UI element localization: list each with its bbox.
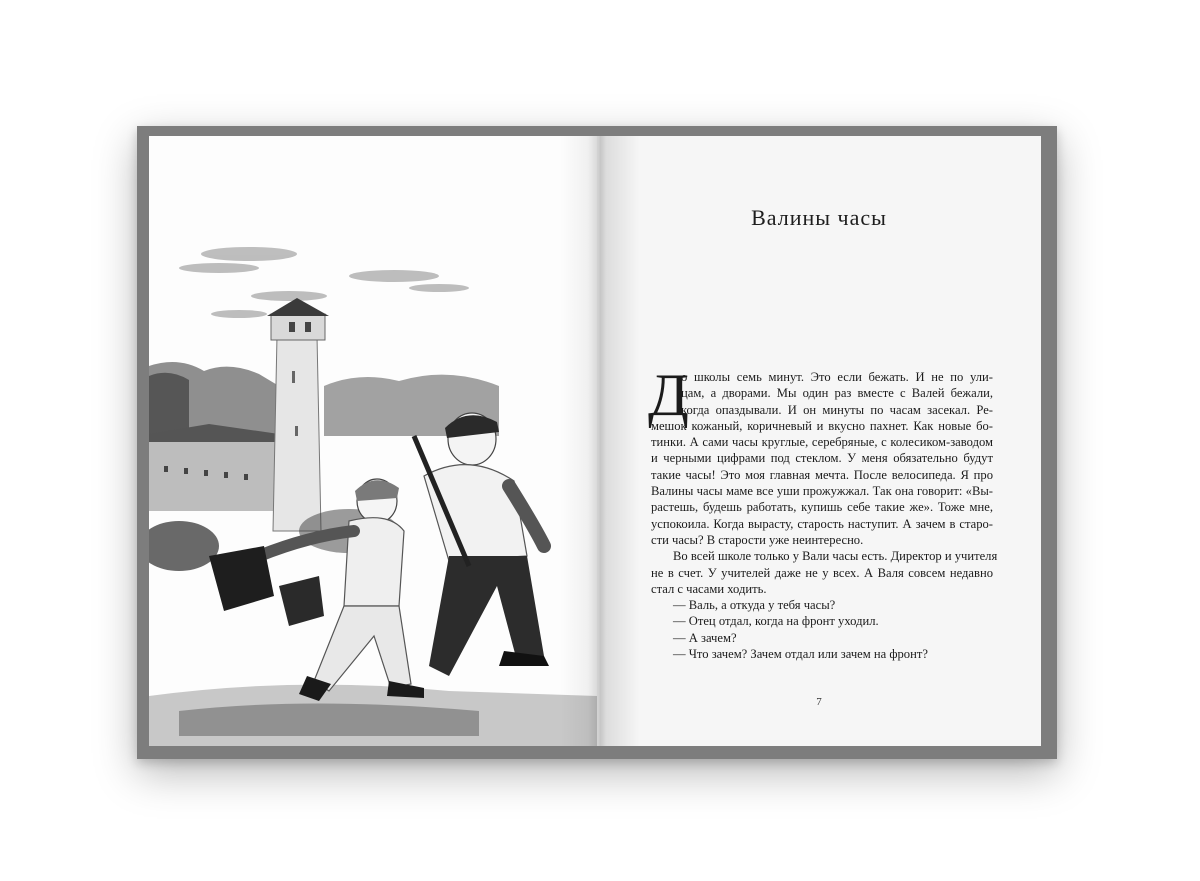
- text-line: растешь, будешь работать, купишь себе такие же». Тоже мне,: [651, 500, 993, 515]
- illustration-boys-running: [149, 136, 597, 746]
- text-line: цам, а дворами. Мы один раз вместе с Валей бежали,: [681, 386, 993, 401]
- dialogue-line: — А зачем?: [673, 630, 737, 645]
- text-line: стал с часами ходить.: [651, 581, 767, 596]
- text-line: такие часы! Это моя главная мечта. После велосипеда. Я про: [651, 467, 993, 482]
- text-line: тинки. А сами часы круглые, серебряные, с колесиком-заводом: [651, 435, 993, 450]
- chapter-title: Валины часы: [751, 205, 887, 230]
- text-line: сти часы? В старости уже неинтересно.: [651, 532, 864, 547]
- text-line: не в счет. У учителей даже не у всех. А Валя совсем недавно: [651, 565, 993, 580]
- dialogue-line: — Отец отдал, когда на фронт уходил.: [673, 614, 879, 629]
- right-page: [597, 136, 1041, 746]
- left-page: [149, 136, 597, 746]
- text-line: когда опаздывали. И он минуты по часам засекал. Ре-: [681, 402, 993, 417]
- dialogue-line: — Что зачем? Зачем отдал или зачем на фронт?: [673, 647, 928, 662]
- page-number: 7: [816, 696, 822, 708]
- text-line: о школы семь минут. Это если бежать. И не по ули-: [681, 370, 993, 384]
- text-line: успокоила. Когда вырасту, старость наступит. А зачем в старо-: [651, 516, 993, 531]
- text-line: Во всей школе только у Вали часы есть. Директор и учителя: [673, 549, 998, 564]
- text-line: и черными цифрами под стеклом. У меня обязательно будут: [651, 451, 993, 466]
- chapter-text: [648, 362, 998, 662]
- dropcap: Д: [648, 362, 689, 428]
- text-line: Валины часы маме все уши прожужжал. Так она говорит: «Вы-: [651, 484, 993, 499]
- dialogue-line: — Валь, а откуда у тебя часы?: [673, 598, 836, 613]
- text-line: мешок кожаный, коричневый и вкусно пахнет. Как новые бо-: [651, 418, 993, 433]
